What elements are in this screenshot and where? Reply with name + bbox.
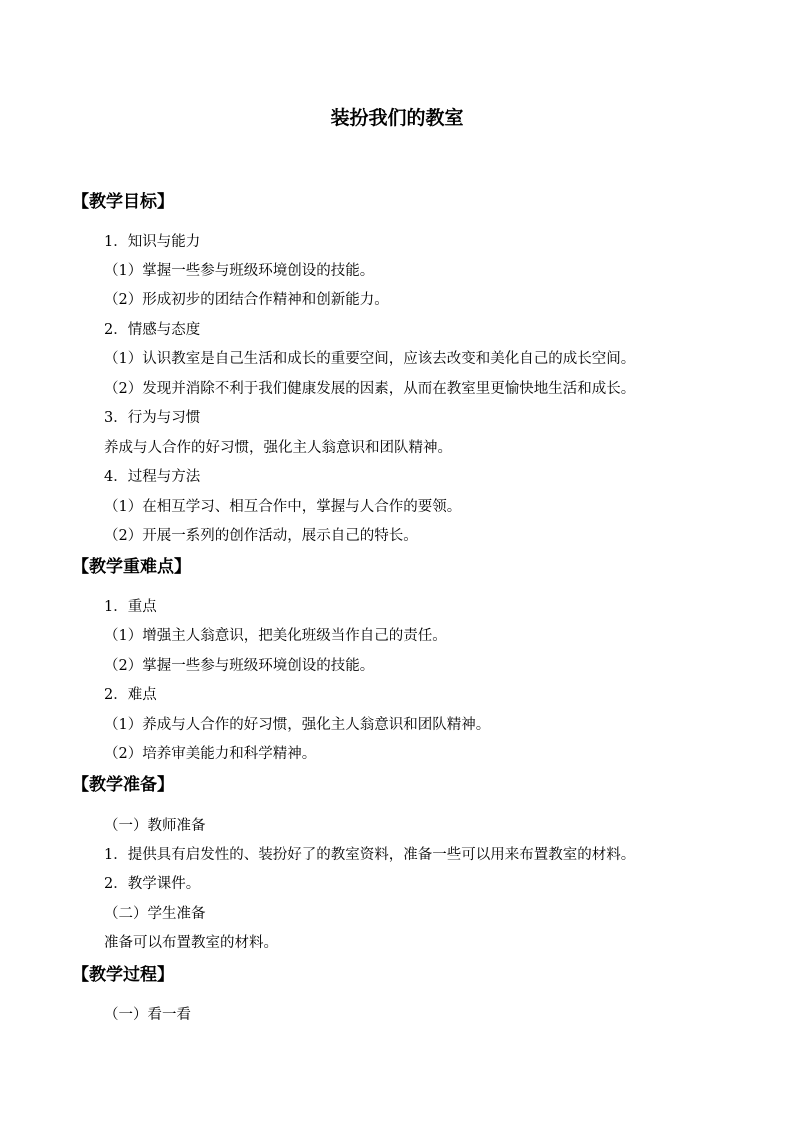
objective-line: 3．行为与习惯 — [104, 410, 201, 426]
section-heading-objectives: 【教学目标】 — [72, 192, 174, 212]
document-title: 装扮我们的教室 — [330, 107, 464, 129]
process-line: （一）看一看 — [104, 1007, 191, 1023]
preparation-line: （一）教师准备 — [104, 818, 206, 834]
objective-line: 2．情感与态度 — [104, 322, 201, 338]
preparation-line: （二）学生准备 — [104, 906, 206, 922]
preparation-line: 2．教学课件。 — [104, 876, 201, 892]
key-point-line: （2）培养审美能力和科学精神。 — [104, 746, 317, 762]
objective-line: （1）认识教室是自己生活和成长的重要空间，应该去改变和美化自己的成长空间。 — [104, 351, 636, 367]
key-point-line: 1．重点 — [104, 599, 157, 615]
preparation-line: 1．提供具有启发性的、装扮好了的教室资料，准备一些可以用来布置教室的材料。 — [104, 847, 636, 863]
section-heading-process: 【教学过程】 — [72, 965, 174, 985]
section-heading-key-points: 【教学重难点】 — [72, 557, 191, 577]
key-point-line: （1）养成与人合作的好习惯，强化主人翁意识和团队精神。 — [104, 717, 491, 733]
objective-line: （2）发现并消除不利于我们健康发展的因素，从而在教室里更愉快地生活和成长。 — [104, 381, 636, 397]
objective-line: （2）形成初步的团结合作精神和创新能力。 — [104, 292, 389, 308]
objective-line: （2）开展一系列的创作活动，展示自己的特长。 — [104, 528, 418, 544]
preparation-line: 准备可以布置教室的材料。 — [104, 935, 278, 951]
objective-line: （1）掌握一些参与班级环境创设的技能。 — [104, 263, 375, 279]
objective-line: 4．过程与方法 — [104, 469, 201, 485]
key-point-line: （1）增强主人翁意识，把美化班级当作自己的责任。 — [104, 628, 447, 644]
objective-line: （1）在相互学习、相互合作中，掌握与人合作的要领。 — [104, 499, 462, 515]
objective-line: 养成与人合作的好习惯，强化主人翁意识和团队精神。 — [104, 440, 452, 456]
objective-line: 1．知识与能力 — [104, 234, 201, 250]
key-point-line: 2．难点 — [104, 687, 157, 703]
key-point-line: （2）掌握一些参与班级环境创设的技能。 — [104, 658, 375, 674]
section-heading-preparation: 【教学准备】 — [72, 775, 174, 795]
